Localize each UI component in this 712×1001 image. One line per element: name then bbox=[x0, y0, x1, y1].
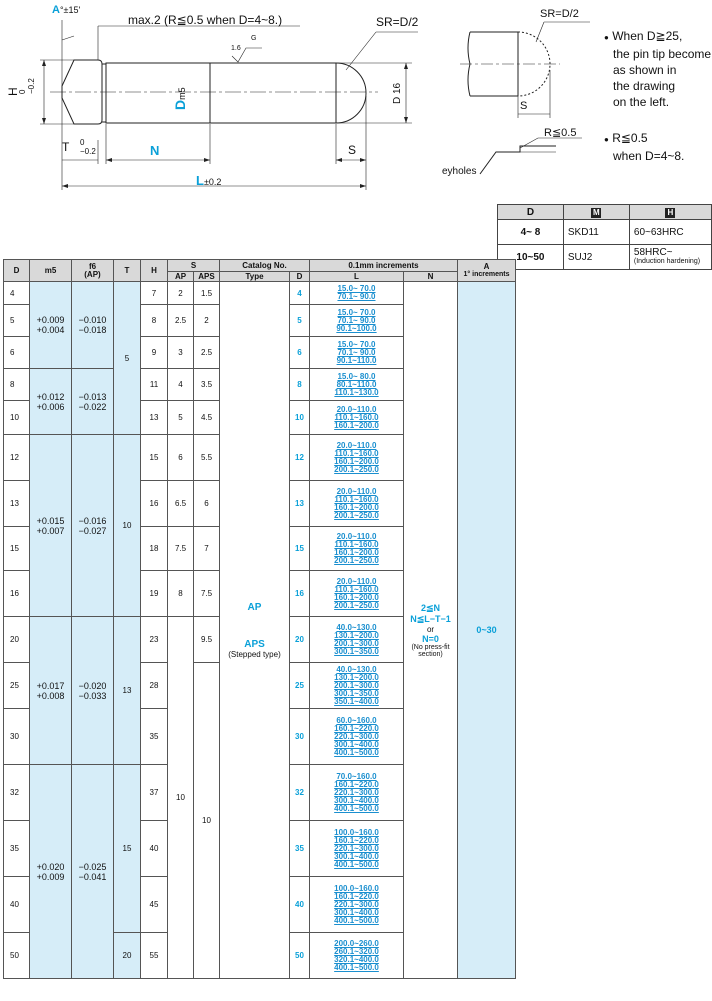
cell-t: 15 bbox=[114, 765, 141, 933]
roughness-value: 1.6 bbox=[231, 45, 241, 52]
h-tolerance: 0 −0.2 bbox=[18, 78, 36, 94]
cell-m5: +0.009 +0.004 bbox=[30, 282, 72, 369]
d16-label: D 16 bbox=[392, 82, 403, 104]
cell-catalog-d: 8 bbox=[290, 369, 310, 401]
cell-h: 55 bbox=[141, 933, 168, 979]
l-range: 160.1~220.0 bbox=[334, 891, 379, 901]
l-range: 20.0~110.0 bbox=[336, 440, 377, 450]
sr-label: SR=D/2 bbox=[376, 15, 419, 29]
col-header-type: Type bbox=[220, 272, 290, 282]
l-range: 15.0~ 70.0 bbox=[337, 307, 376, 317]
l-range: 220.1~300.0 bbox=[334, 899, 379, 909]
cell-m5: +0.020 +0.009 bbox=[30, 765, 72, 979]
note-tip: ● When D≧25, the pin tip become as shown in the drawing on the left. bbox=[604, 29, 712, 109]
cell-l bbox=[310, 401, 404, 435]
l-range: 200.1~300.0 bbox=[334, 638, 379, 648]
col-header-n: N bbox=[404, 272, 458, 282]
l-range: 160.1~200.0 bbox=[334, 502, 379, 512]
cell-h: 40 bbox=[141, 821, 168, 877]
l-range: 400.1~500.0 bbox=[334, 915, 379, 925]
angle-label: A bbox=[52, 4, 60, 16]
l-range: 130.1~200.0 bbox=[334, 630, 379, 640]
material-table bbox=[497, 204, 712, 270]
cell-d: 8 bbox=[4, 369, 30, 401]
cell-l bbox=[310, 617, 404, 663]
cell-l bbox=[310, 765, 404, 821]
cell-catalog-d: 6 bbox=[290, 337, 310, 369]
l-range: 70.0~160.0 bbox=[336, 771, 377, 781]
cell-l bbox=[310, 481, 404, 527]
l-range: 70.1~ 90.0 bbox=[337, 347, 376, 357]
cell-l bbox=[310, 435, 404, 481]
cell-s-aps: 2.5 bbox=[194, 337, 220, 369]
cell-d: 32 bbox=[4, 765, 30, 821]
l-range: 20.0~110.0 bbox=[336, 404, 377, 414]
l-range: 110.1~160.0 bbox=[334, 412, 379, 422]
cell-s-ap: 6.5 bbox=[168, 481, 194, 527]
cell-s-ap: 8 bbox=[168, 571, 194, 617]
cell-catalog-d: 10 bbox=[290, 401, 310, 435]
cell-s-aps: 7.5 bbox=[194, 571, 220, 617]
cell-catalog-d: 4 bbox=[290, 282, 310, 305]
l-range: 200.1~300.0 bbox=[334, 680, 379, 690]
cell-d: 35 bbox=[4, 821, 30, 877]
cell-f6: −0.010 −0.018 bbox=[72, 282, 114, 369]
col-header-d: D bbox=[4, 260, 30, 282]
l-range: 300.1~350.0 bbox=[334, 646, 379, 656]
cell-h: 16 bbox=[141, 481, 168, 527]
pin-drawing bbox=[0, 0, 440, 200]
l-range: 40.0~130.0 bbox=[336, 664, 377, 674]
cell-m5: +0.017 +0.008 bbox=[30, 617, 72, 765]
l-range: 200.1~250.0 bbox=[334, 464, 379, 474]
l-range: 110.1~160.0 bbox=[334, 584, 379, 594]
cell-catalog-d: 15 bbox=[290, 527, 310, 571]
mat-header-hardness bbox=[629, 205, 711, 220]
l-range: 220.1~300.0 bbox=[334, 731, 379, 741]
mat-header-material bbox=[563, 205, 629, 220]
cell-t: 13 bbox=[114, 617, 141, 765]
cell-h: 45 bbox=[141, 877, 168, 933]
l-range: 40.0~130.0 bbox=[336, 622, 377, 632]
l-range: 15.0~ 70.0 bbox=[337, 339, 376, 349]
cell-d: 20 bbox=[4, 617, 30, 663]
cell-h: 15 bbox=[141, 435, 168, 481]
cell-d: 25 bbox=[4, 663, 30, 709]
cell-s-ap: 7.5 bbox=[168, 527, 194, 571]
l-range: 90.1~110.0 bbox=[336, 355, 377, 365]
col-header-a: A 1° increments bbox=[458, 260, 516, 282]
keyholes-label: eyholes bbox=[442, 166, 477, 177]
l-range: 15.0~ 80.0 bbox=[337, 371, 376, 381]
l-range: 90.1~100.0 bbox=[336, 323, 377, 333]
cell-type: AP APS (Stepped type) bbox=[220, 282, 290, 979]
cell-catalog-d: 30 bbox=[290, 709, 310, 765]
mat-hardness: 60~63HRC bbox=[629, 220, 711, 245]
cell-catalog-d: 12 bbox=[290, 435, 310, 481]
cell-l bbox=[310, 821, 404, 877]
mat-d-range: 10~50 bbox=[498, 245, 564, 270]
cell-catalog-d: 16 bbox=[290, 571, 310, 617]
cell-s-aps: 9.5 bbox=[194, 617, 220, 663]
cell-m5: +0.012 +0.006 bbox=[30, 369, 72, 435]
cell-h: 18 bbox=[141, 527, 168, 571]
cell-s-aps: 4.5 bbox=[194, 401, 220, 435]
cell-catalog-d: 5 bbox=[290, 305, 310, 337]
cell-n: 2≦N N≦L−T−1 or N=0 (No press-fit section) bbox=[404, 282, 458, 979]
l-range: 110.1~130.0 bbox=[334, 387, 379, 397]
cell-s-aps: 2 bbox=[194, 305, 220, 337]
l-range: 300.1~400.0 bbox=[334, 739, 379, 749]
cell-l bbox=[310, 337, 404, 369]
cell-h: 8 bbox=[141, 305, 168, 337]
cell-d: 13 bbox=[4, 481, 30, 527]
cell-l bbox=[310, 933, 404, 979]
l-range: 110.1~160.0 bbox=[334, 539, 379, 549]
cell-l bbox=[310, 305, 404, 337]
n-label: N bbox=[150, 143, 160, 158]
l-range: 320.1~400.0 bbox=[334, 954, 379, 964]
t-label: T bbox=[62, 140, 70, 154]
detail-sr-label: SR=D/2 bbox=[540, 8, 579, 20]
l-range: 300.1~350.0 bbox=[334, 688, 379, 698]
l-range: 20.0~110.0 bbox=[336, 531, 377, 541]
cell-l bbox=[310, 877, 404, 933]
l-range: 80.1~110.0 bbox=[336, 379, 377, 389]
col-header-catalog-d: D bbox=[290, 272, 310, 282]
l-range: 400.1~500.0 bbox=[334, 859, 379, 869]
cell-l bbox=[310, 369, 404, 401]
note-radius: ● R≦0.5 when D=4~8. bbox=[604, 131, 685, 163]
l-range: 160.1~220.0 bbox=[334, 779, 379, 789]
cell-a: 0~30 bbox=[458, 282, 516, 979]
cell-h: 13 bbox=[141, 401, 168, 435]
cell-h: 35 bbox=[141, 709, 168, 765]
h-label: H bbox=[6, 87, 20, 96]
cell-catalog-d: 32 bbox=[290, 765, 310, 821]
l-range: 100.0~160.0 bbox=[334, 827, 379, 837]
detail-r-label: R≦0.5 bbox=[544, 127, 577, 139]
l-range: 160.1~220.0 bbox=[334, 835, 379, 845]
cell-catalog-d: 40 bbox=[290, 877, 310, 933]
col-header-s-aps: APS bbox=[194, 272, 220, 282]
mat-hardness: 58HRC~ (Induction hardening) bbox=[629, 245, 711, 270]
cell-l bbox=[310, 282, 404, 305]
l-range: 160.1~220.0 bbox=[334, 723, 379, 733]
l-range: 200.1~250.0 bbox=[334, 510, 379, 520]
cell-h: 11 bbox=[141, 369, 168, 401]
l-range: 400.1~500.0 bbox=[334, 747, 379, 757]
cell-d: 16 bbox=[4, 571, 30, 617]
cell-s-aps: 1.5 bbox=[194, 282, 220, 305]
l-range: 70.1~ 90.0 bbox=[337, 292, 376, 301]
max-note: max.2 (R≦0.5 when D=4~8.) bbox=[128, 13, 283, 27]
cell-catalog-d: 35 bbox=[290, 821, 310, 877]
hardness-icon: H bbox=[665, 208, 675, 218]
cell-h: 23 bbox=[141, 617, 168, 663]
l-range: 220.1~300.0 bbox=[334, 843, 379, 853]
l-tolerance: ±0.2 bbox=[203, 177, 222, 187]
cell-f6: −0.025 −0.041 bbox=[72, 765, 114, 979]
l-range: 400.1~500.0 bbox=[334, 803, 379, 813]
l-range: 200.0~260.0 bbox=[334, 938, 379, 948]
l-range: 160.1~200.0 bbox=[334, 547, 379, 557]
cell-d: 10 bbox=[4, 401, 30, 435]
mat-material: SUJ2 bbox=[563, 245, 629, 270]
col-header-m5: m5 bbox=[30, 260, 72, 282]
cell-d: 12 bbox=[4, 435, 30, 481]
l-range: 300.1~400.0 bbox=[334, 851, 379, 861]
cell-s-aps: 6 bbox=[194, 481, 220, 527]
cell-t: 5 bbox=[114, 282, 141, 435]
l-range: 160.1~200.0 bbox=[334, 456, 379, 466]
cell-f6: −0.016 −0.027 bbox=[72, 435, 114, 617]
mat-header-d: D bbox=[498, 205, 564, 220]
l-range: 70.1~ 90.0 bbox=[337, 315, 376, 325]
mat-d-range: 4~ 8 bbox=[498, 220, 564, 245]
spec-table bbox=[3, 259, 516, 979]
cell-s-ap: 4 bbox=[168, 369, 194, 401]
cell-d: 6 bbox=[4, 337, 30, 369]
l-range: 220.1~300.0 bbox=[334, 787, 379, 797]
roughness-g: G bbox=[251, 35, 257, 42]
l-range: 130.1~200.0 bbox=[334, 672, 379, 682]
cell-s-aps: 10 bbox=[194, 663, 220, 979]
col-header-f6: f6 (AP) bbox=[72, 260, 114, 282]
cell-s-aps: 3.5 bbox=[194, 369, 220, 401]
col-header-s: S bbox=[168, 260, 220, 272]
cell-l bbox=[310, 571, 404, 617]
d-label: Dm5 bbox=[172, 87, 188, 110]
cell-d: 4 bbox=[4, 282, 30, 305]
cell-catalog-d: 20 bbox=[290, 617, 310, 663]
cell-catalog-d: 25 bbox=[290, 663, 310, 709]
cell-s-aps: 7 bbox=[194, 527, 220, 571]
cell-d: 40 bbox=[4, 877, 30, 933]
l-range: 160.1~200.0 bbox=[334, 592, 379, 602]
cell-s-aps: 5.5 bbox=[194, 435, 220, 481]
cell-catalog-d: 13 bbox=[290, 481, 310, 527]
cell-m5: +0.015 +0.007 bbox=[30, 435, 72, 617]
l-range: 20.0~110.0 bbox=[336, 576, 377, 586]
s-label: S bbox=[348, 143, 357, 157]
col-header-s-ap: AP bbox=[168, 272, 194, 282]
cell-s-ap: 5 bbox=[168, 401, 194, 435]
mat-material: SKD11 bbox=[563, 220, 629, 245]
l-range: 110.1~160.0 bbox=[334, 494, 379, 504]
cell-t: 10 bbox=[114, 435, 141, 617]
l-range: 300.1~400.0 bbox=[334, 795, 379, 805]
cell-s-ap: 10 bbox=[168, 617, 194, 979]
l-range: 160.1~200.0 bbox=[334, 420, 379, 430]
col-header-increments: 0.1mm increments bbox=[310, 260, 458, 272]
detail-s-label: S bbox=[520, 100, 528, 112]
cell-d: 30 bbox=[4, 709, 30, 765]
cell-d: 15 bbox=[4, 527, 30, 571]
cell-l bbox=[310, 663, 404, 709]
cell-h: 9 bbox=[141, 337, 168, 369]
angle-tolerance: °±15' bbox=[59, 5, 81, 15]
l-range: 20.0~110.0 bbox=[336, 486, 377, 496]
cell-h: 19 bbox=[141, 571, 168, 617]
l-range: 60.0~160.0 bbox=[336, 715, 377, 725]
cell-h: 37 bbox=[141, 765, 168, 821]
t-tolerance: 0 −0.2 bbox=[80, 138, 96, 156]
cell-d: 5 bbox=[4, 305, 30, 337]
l-label: L bbox=[196, 173, 204, 188]
cell-s-ap: 2.5 bbox=[168, 305, 194, 337]
cell-h: 28 bbox=[141, 663, 168, 709]
material-icon: M bbox=[593, 207, 600, 217]
l-range: 200.1~250.0 bbox=[334, 555, 379, 565]
cell-s-ap: 2 bbox=[168, 282, 194, 305]
l-range: 200.1~250.0 bbox=[334, 600, 379, 610]
l-range: 15.0~ 70.0 bbox=[337, 284, 376, 293]
l-range: 300.1~400.0 bbox=[334, 907, 379, 917]
table-row bbox=[4, 282, 516, 305]
col-header-l: L bbox=[310, 272, 404, 282]
l-range: 400.1~500.0 bbox=[334, 962, 379, 972]
cell-d: 50 bbox=[4, 933, 30, 979]
col-header-t: T bbox=[114, 260, 141, 282]
l-range: 260.1~320.0 bbox=[334, 946, 379, 956]
cell-l bbox=[310, 709, 404, 765]
col-header-h: H bbox=[141, 260, 168, 282]
cell-catalog-d: 50 bbox=[290, 933, 310, 979]
l-range: 350.1~400.0 bbox=[334, 696, 379, 706]
cell-s-ap: 3 bbox=[168, 337, 194, 369]
l-range: 100.0~160.0 bbox=[334, 883, 379, 893]
cell-h: 7 bbox=[141, 282, 168, 305]
cell-l bbox=[310, 527, 404, 571]
cell-f6: −0.013 −0.022 bbox=[72, 369, 114, 435]
cell-t: 20 bbox=[114, 933, 141, 979]
cell-f6: −0.020 −0.033 bbox=[72, 617, 114, 765]
l-range: 110.1~160.0 bbox=[334, 448, 379, 458]
col-header-catalog: Catalog No. bbox=[220, 260, 310, 272]
cell-s-ap: 6 bbox=[168, 435, 194, 481]
